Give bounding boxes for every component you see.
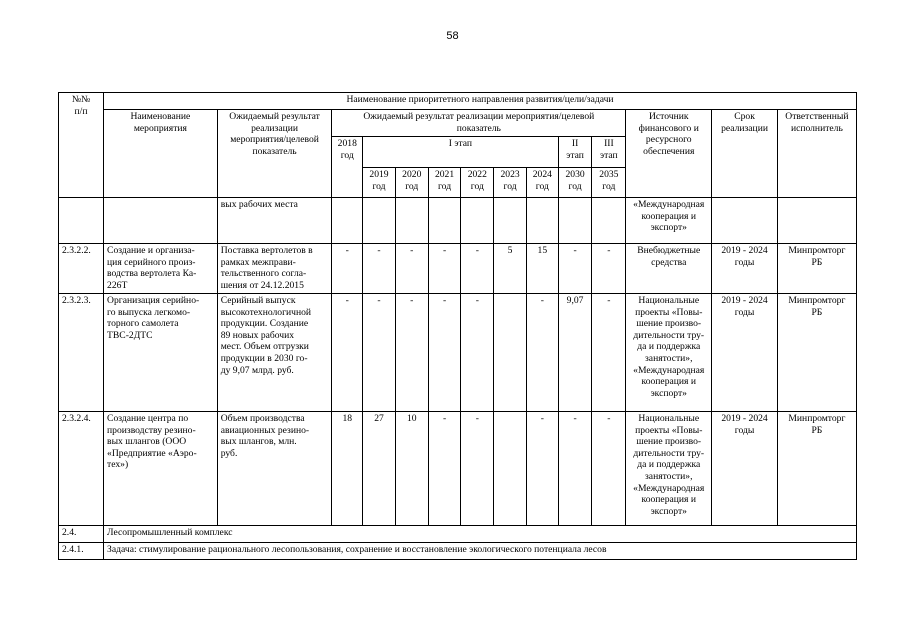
- row-value: -: [332, 294, 363, 412]
- row-value: [428, 198, 461, 244]
- row-name: [104, 198, 218, 244]
- row-expected-result: Поставка вертолетов в рамках межправи- тельственного согла- шения от 24.12.2015: [217, 244, 332, 294]
- row-value: 27: [363, 412, 396, 526]
- row-number: 2.3.2.3.: [59, 294, 104, 412]
- row-value: [558, 198, 592, 244]
- header-year: 2030 год: [558, 168, 592, 198]
- row-value: [494, 198, 527, 244]
- header-stage-3: III этап: [592, 137, 626, 168]
- row-number: 2.3.2.4.: [59, 412, 104, 526]
- row-responsible: Минпромторг РБ: [777, 412, 856, 526]
- section-row: [59, 526, 857, 543]
- row-responsible: Минпромторг РБ: [777, 294, 856, 412]
- header-responsible: Ответственный исполнитель: [777, 110, 856, 198]
- header-year: 2020 год: [395, 168, 428, 198]
- row-expected-result: Серийный выпуск высокотехнологичной продукции. Создание 89 новых рабочих мест. Объем отгрузки продукции в 2030 го- ду 9,07 млрд. руб.: [217, 294, 332, 412]
- row-value: -: [395, 244, 428, 294]
- table-row: [59, 198, 857, 244]
- row-value: -: [428, 294, 461, 412]
- header-direction: Наименование приоритетного направления развития/цели/задачи: [104, 93, 857, 110]
- row-term: 2019 - 2024 годы: [712, 412, 778, 526]
- header-expected: Ожидаемый результат реализации мероприятия/целевой показатель: [217, 110, 332, 198]
- row-value: -: [558, 244, 592, 294]
- row-value: [494, 294, 527, 412]
- section-number: 2.4.1.: [59, 543, 104, 560]
- row-term: 2019 - 2024 годы: [712, 244, 778, 294]
- row-value: -: [592, 244, 626, 294]
- section-number: 2.4.: [59, 526, 104, 543]
- row-source: Внебюджетные средства: [626, 244, 712, 294]
- row-value: [395, 198, 428, 244]
- row-responsible: Минпромторг РБ: [777, 244, 856, 294]
- row-expected-result: Объем производства авиационных резино- вых шлангов, млн. руб.: [217, 412, 332, 526]
- header-year: 2022 год: [461, 168, 494, 198]
- row-value: -: [592, 294, 626, 412]
- row-name: Создание и организа- ция серийного произ- водства вертолета Ка- 226Т: [104, 244, 218, 294]
- row-number: 2.3.2.2.: [59, 244, 104, 294]
- header-year: 2024 год: [526, 168, 558, 198]
- header-num: №№ п/п: [59, 93, 104, 198]
- section-row: [59, 543, 857, 560]
- row-term: [712, 198, 778, 244]
- header-stage-2: II этап: [558, 137, 592, 168]
- page-number: 58: [446, 30, 459, 42]
- row-name: Создание центра по производству резино- вых шлангов (ООО «Предприятие «Аэро- тех»): [104, 412, 218, 526]
- row-value: [461, 198, 494, 244]
- row-value: 18: [332, 412, 363, 526]
- row-expected-result: вых рабочих места: [217, 198, 332, 244]
- header-year: 2019 год: [363, 168, 396, 198]
- header-source: Источник финансового и ресурсного обеспечения: [626, 110, 712, 198]
- row-value: -: [395, 294, 428, 412]
- row-value: [494, 412, 527, 526]
- header-stage-1: I этап: [363, 137, 559, 168]
- header-year: 2021 год: [428, 168, 461, 198]
- header-name: Наименование мероприятия: [104, 110, 218, 198]
- header-year: 2035 год: [592, 168, 626, 198]
- row-value: -: [428, 244, 461, 294]
- row-value: -: [363, 244, 396, 294]
- row-term: 2019 - 2024 годы: [712, 294, 778, 412]
- row-source: Национальные проекты «Повы- шение произво- дительности тру- да и поддержка занятости», «Международная кооперация и экспорт»: [626, 294, 712, 412]
- header-term: Срок реализации: [712, 110, 778, 198]
- table-row: [59, 412, 857, 526]
- table-row: [59, 244, 857, 294]
- row-value: -: [428, 412, 461, 526]
- row-value: 9,07: [558, 294, 592, 412]
- header-year: 2023 год: [494, 168, 527, 198]
- row-value: [332, 198, 363, 244]
- section-text: Задача: стимулирование рационального лесопользования, сохранение и восстановление экологического потенциала лесов: [104, 543, 857, 560]
- row-name: Организация серийно- го выпуска легкомо- торного самолета ТВС-2ДТС: [104, 294, 218, 412]
- row-number: [59, 198, 104, 244]
- row-value: -: [363, 294, 396, 412]
- row-value: -: [526, 412, 558, 526]
- header-expected-group: Ожидаемый результат реализации мероприятия/целевой показатель: [332, 110, 626, 137]
- row-value: -: [461, 244, 494, 294]
- row-source: «Международная кооперация и экспорт»: [626, 198, 712, 244]
- table-row: [59, 294, 857, 412]
- row-value: [526, 198, 558, 244]
- row-value: -: [558, 412, 592, 526]
- row-value: -: [461, 412, 494, 526]
- section-text: Лесопромышленный комплекс: [104, 526, 857, 543]
- row-value: 10: [395, 412, 428, 526]
- row-value: -: [592, 412, 626, 526]
- row-responsible: [777, 198, 856, 244]
- row-value: 5: [494, 244, 527, 294]
- row-value: [592, 198, 626, 244]
- row-value: [363, 198, 396, 244]
- row-value: -: [461, 294, 494, 412]
- row-source: Национальные проекты «Повы- шение произво- дительности тру- да и поддержка занятости», «Международная кооперация и экспорт»: [626, 412, 712, 526]
- row-value: -: [526, 294, 558, 412]
- program-table: [58, 92, 857, 560]
- row-value: 15: [526, 244, 558, 294]
- header-2018: 2018 год: [332, 137, 363, 198]
- row-value: -: [332, 244, 363, 294]
